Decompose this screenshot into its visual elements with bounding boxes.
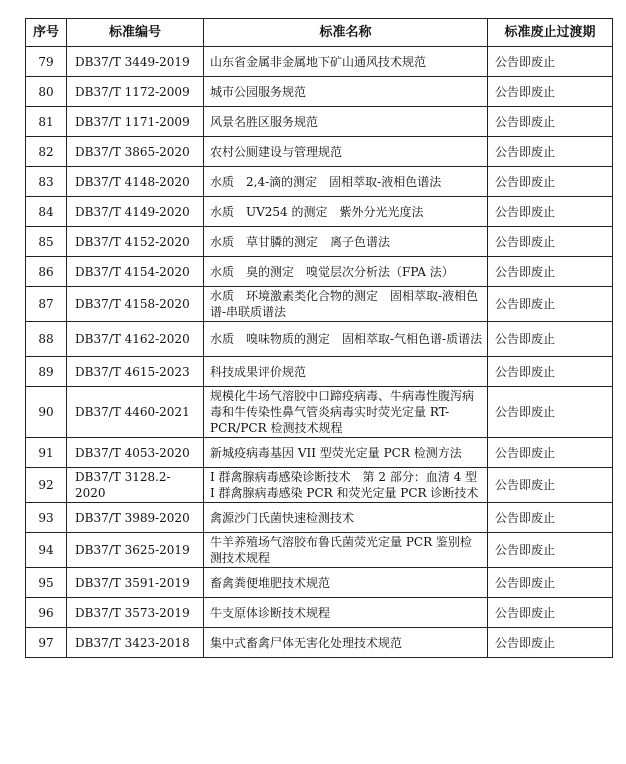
standard-code: DB37/T 3573-2019 — [67, 598, 204, 628]
table-row — [26, 47, 613, 77]
row-number: 91 — [26, 438, 67, 468]
row-number: 92 — [26, 468, 67, 503]
header-status: 标准废止过渡期 — [488, 19, 613, 47]
table-row — [26, 137, 613, 167]
standard-name: 牛羊养殖场气溶胶布鲁氏菌荧光定量 PCR 鉴别检测技术规程 — [204, 533, 488, 568]
abolish-status: 公告即废止 — [488, 357, 613, 387]
standard-code: DB37/T 4053-2020 — [67, 438, 204, 468]
standard-code: DB37/T 1171-2009 — [67, 107, 204, 137]
table-row — [26, 77, 613, 107]
abolish-status: 公告即废止 — [488, 107, 613, 137]
row-number: 89 — [26, 357, 67, 387]
standard-name: 规模化牛场气溶胶中口蹄疫病毒、牛病毒性腹泻病毒和牛传染性鼻气管炎病毒实时荧光定量 RT-PCR/PCR 检测技术规程 — [204, 387, 488, 438]
standard-code: DB37/T 4158-2020 — [67, 287, 204, 322]
table-row — [26, 287, 613, 322]
row-number: 85 — [26, 227, 67, 257]
header-code: 标准编号 — [67, 19, 204, 47]
row-number: 95 — [26, 568, 67, 598]
abolish-status: 公告即废止 — [488, 137, 613, 167]
standard-name: 水质 嗅味物质的测定 固相萃取-气相色谱-质谱法 — [204, 322, 488, 357]
standard-name: 牛支原体诊断技术规程 — [204, 598, 488, 628]
table-row — [26, 598, 613, 628]
table-row — [26, 257, 613, 287]
row-number: 80 — [26, 77, 67, 107]
standard-code: DB37/T 4615-2023 — [67, 357, 204, 387]
abolish-status: 公告即废止 — [488, 438, 613, 468]
table-row — [26, 107, 613, 137]
standard-name: 城市公园服务规范 — [204, 77, 488, 107]
abolish-status: 公告即废止 — [488, 47, 613, 77]
standard-name: 水质 环境激素类化合物的测定 固相萃取-液相色谱-串联质谱法 — [204, 287, 488, 322]
row-number: 90 — [26, 387, 67, 438]
row-number: 97 — [26, 628, 67, 658]
table-row — [26, 197, 613, 227]
table-row — [26, 568, 613, 598]
table-row — [26, 387, 613, 438]
table-row — [26, 628, 613, 658]
abolish-status: 公告即废止 — [488, 287, 613, 322]
row-number: 87 — [26, 287, 67, 322]
standard-code: DB37/T 3591-2019 — [67, 568, 204, 598]
row-number: 79 — [26, 47, 67, 77]
abolish-status: 公告即废止 — [488, 257, 613, 287]
table-row — [26, 533, 613, 568]
standard-code: DB37/T 4148-2020 — [67, 167, 204, 197]
standard-code: DB37/T 4154-2020 — [67, 257, 204, 287]
standard-name: 水质 2,4-滴的测定 固相萃取-液相色谱法 — [204, 167, 488, 197]
standard-code: DB37/T 4149-2020 — [67, 197, 204, 227]
abolish-status: 公告即废止 — [488, 468, 613, 503]
abolish-status: 公告即废止 — [488, 227, 613, 257]
standard-name: 畜禽粪便堆肥技术规范 — [204, 568, 488, 598]
row-number: 93 — [26, 503, 67, 533]
standard-code: DB37/T 1172-2009 — [67, 77, 204, 107]
standard-name: 风景名胜区服务规范 — [204, 107, 488, 137]
row-number: 82 — [26, 137, 67, 167]
standards-table — [25, 18, 613, 658]
row-number: 81 — [26, 107, 67, 137]
table-row — [26, 468, 613, 503]
table-row — [26, 503, 613, 533]
standard-code: DB37/T 3423-2018 — [67, 628, 204, 658]
table-row — [26, 167, 613, 197]
standard-code: DB37/T 3865-2020 — [67, 137, 204, 167]
table-header-row — [26, 19, 613, 47]
standard-name: 水质 臭的测定 嗅觉层次分析法（FPA 法） — [204, 257, 488, 287]
standard-code: DB37/T 3625-2019 — [67, 533, 204, 568]
abolish-status: 公告即废止 — [488, 628, 613, 658]
abolish-status: 公告即废止 — [488, 167, 613, 197]
row-number: 84 — [26, 197, 67, 227]
table-row — [26, 357, 613, 387]
abolish-status: 公告即废止 — [488, 77, 613, 107]
standard-name: 山东省金属非金属地下矿山通风技术规范 — [204, 47, 488, 77]
standard-name: 水质 UV254 的测定 紫外分光光度法 — [204, 197, 488, 227]
standard-code: DB37/T 3449-2019 — [67, 47, 204, 77]
standard-code: DB37/T 4460-2021 — [67, 387, 204, 438]
standard-code: DB37/T 4162-2020 — [67, 322, 204, 357]
standard-name: 科技成果评价规范 — [204, 357, 488, 387]
row-number: 88 — [26, 322, 67, 357]
standard-name: I 群禽腺病毒感染诊断技术 第 2 部分：血清 4 型 I 群禽腺病毒感染 PCR 和荧光定量 PCR 诊断技术 — [204, 468, 488, 503]
abolish-status: 公告即废止 — [488, 568, 613, 598]
abolish-status: 公告即废止 — [488, 533, 613, 568]
table-row — [26, 438, 613, 468]
standard-code: DB37/T 3128.2-2020 — [67, 468, 204, 503]
header-number: 序号 — [26, 19, 67, 47]
abolish-status: 公告即废止 — [488, 322, 613, 357]
row-number: 94 — [26, 533, 67, 568]
standard-name: 水质 草甘膦的测定 离子色谱法 — [204, 227, 488, 257]
row-number: 96 — [26, 598, 67, 628]
abolish-status: 公告即废止 — [488, 503, 613, 533]
standard-name: 农村公厕建设与管理规范 — [204, 137, 488, 167]
table-row — [26, 227, 613, 257]
header-name: 标准名称 — [204, 19, 488, 47]
table-body — [26, 47, 613, 658]
standard-code: DB37/T 3989-2020 — [67, 503, 204, 533]
abolish-status: 公告即废止 — [488, 197, 613, 227]
row-number: 83 — [26, 167, 67, 197]
abolish-status: 公告即废止 — [488, 387, 613, 438]
standard-name: 禽源沙门氏菌快速检测技术 — [204, 503, 488, 533]
abolish-status: 公告即废止 — [488, 598, 613, 628]
standard-code: DB37/T 4152-2020 — [67, 227, 204, 257]
standard-name: 集中式畜禽尸体无害化处理技术规范 — [204, 628, 488, 658]
row-number: 86 — [26, 257, 67, 287]
table-row — [26, 322, 613, 357]
standard-name: 新城疫病毒基因 VII 型荧光定量 PCR 检测方法 — [204, 438, 488, 468]
